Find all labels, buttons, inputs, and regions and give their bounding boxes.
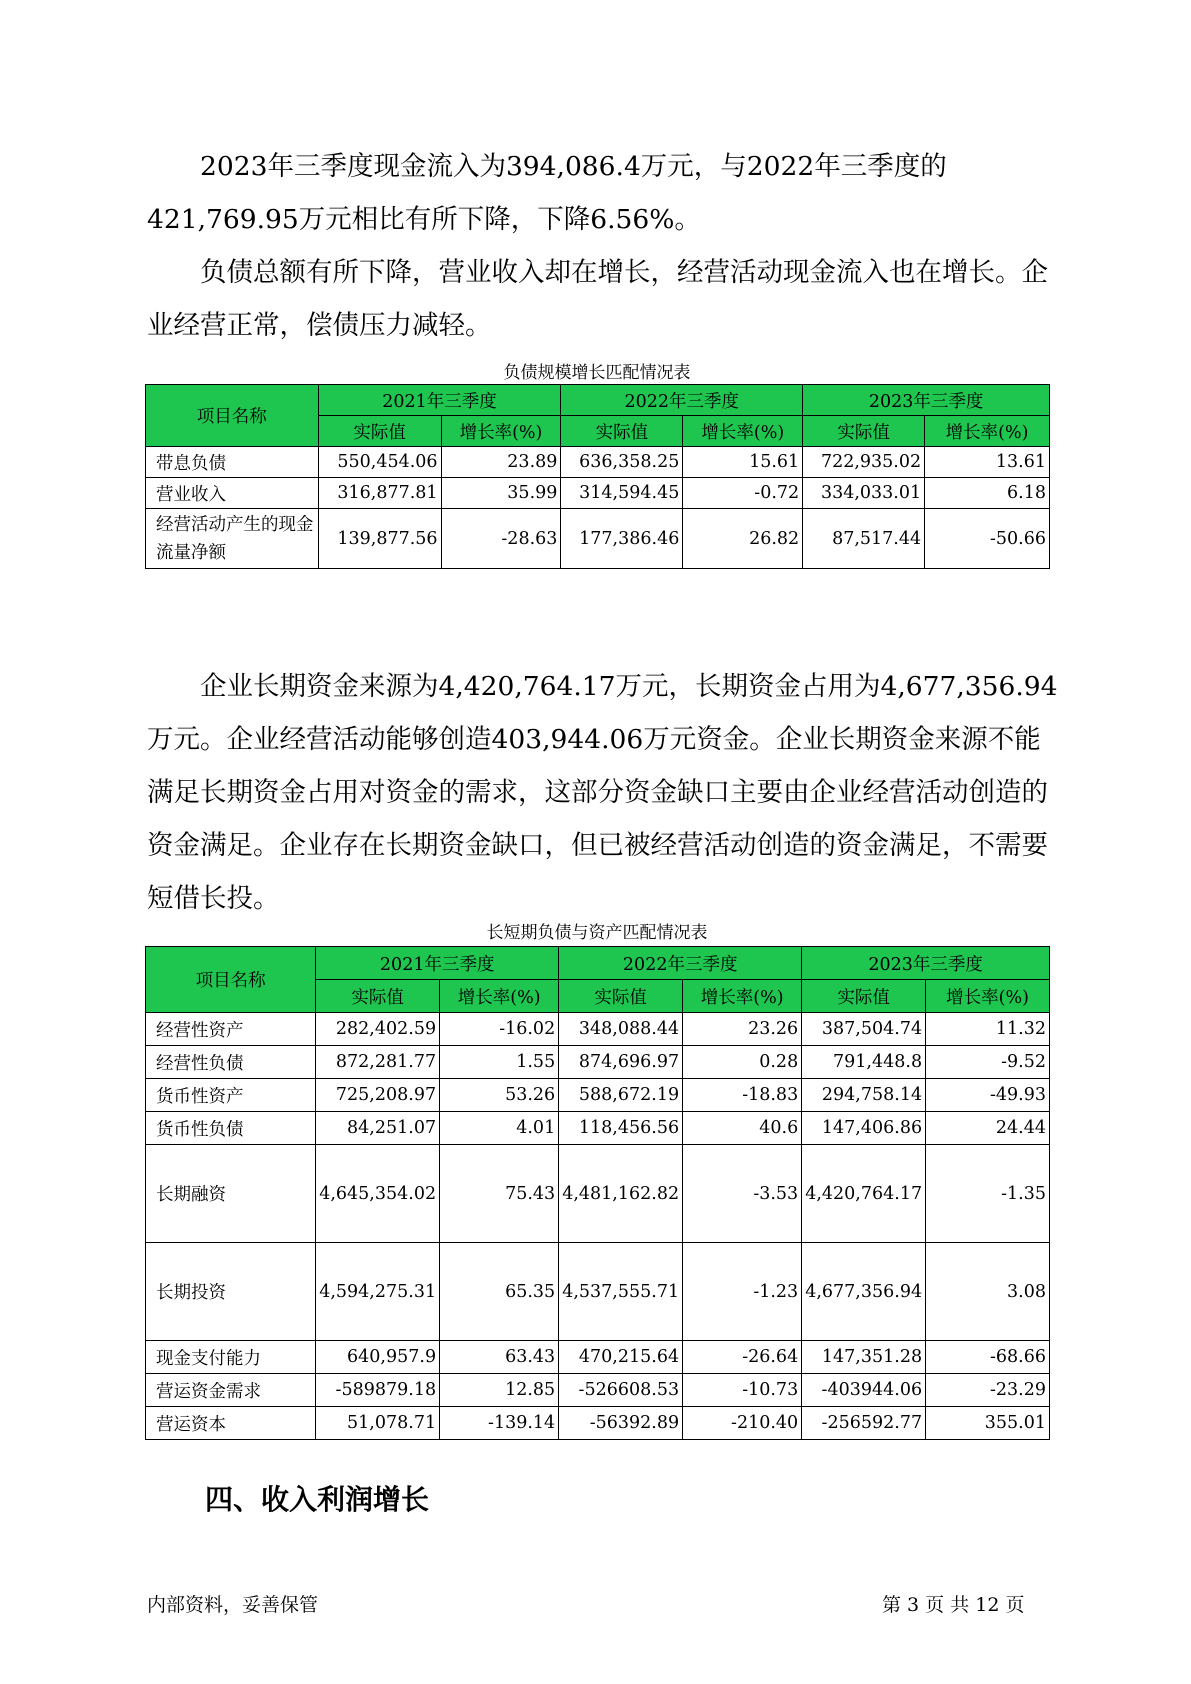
paragraph-long-term-funding xyxy=(147,660,1067,925)
header-growth: 增长率(%) xyxy=(683,980,802,1013)
cell-value: 4,594,275.31 xyxy=(316,1243,440,1341)
header-period: 2023年三季度 xyxy=(802,947,1050,980)
cell-value: 6.18 xyxy=(925,478,1050,509)
cell-value: 13.61 xyxy=(925,447,1050,478)
cell-value: 588,672.19 xyxy=(559,1079,683,1112)
cell-value: 35.99 xyxy=(441,478,561,509)
row-name: 货币性负债 xyxy=(146,1112,316,1145)
paragraph-debt-summary xyxy=(147,246,1067,352)
cell-value: -9.52 xyxy=(926,1046,1050,1079)
cell-value: -10.73 xyxy=(683,1374,802,1407)
table-row xyxy=(146,1046,1050,1079)
cell-value: 147,351.28 xyxy=(802,1341,926,1374)
cell-value: 24.44 xyxy=(926,1112,1050,1145)
cell-value: 12.85 xyxy=(440,1374,559,1407)
debt-scale-table xyxy=(145,384,1050,569)
cell-value: -1.23 xyxy=(683,1243,802,1341)
table-row xyxy=(146,1145,1050,1243)
row-name: 经营性资产 xyxy=(146,1013,316,1046)
table-row xyxy=(146,1407,1050,1440)
footer-page-number: 第 3 页 共 12 页 xyxy=(882,1594,1025,1616)
row-name: 营业收入 xyxy=(146,478,319,509)
cell-value: -68.66 xyxy=(926,1341,1050,1374)
header-actual: 实际值 xyxy=(316,980,440,1013)
cell-value: -16.02 xyxy=(440,1013,559,1046)
cell-value: 387,504.74 xyxy=(802,1013,926,1046)
header-item-name: 项目名称 xyxy=(146,385,319,447)
table-row xyxy=(146,1374,1050,1407)
cell-value: 23.26 xyxy=(683,1013,802,1046)
table-row xyxy=(146,478,1050,509)
cell-value: 334,033.01 xyxy=(803,478,925,509)
header-period: 2022年三季度 xyxy=(561,385,803,416)
cell-value: 23.89 xyxy=(441,447,561,478)
row-name: 长期融资 xyxy=(146,1145,316,1243)
table2-caption: 长短期负债与资产匹配情况表 xyxy=(486,923,708,943)
cell-value: -210.40 xyxy=(683,1407,802,1440)
cell-value: 4,537,555.71 xyxy=(559,1243,683,1341)
header-period: 2022年三季度 xyxy=(559,947,802,980)
cell-value: 4.01 xyxy=(440,1112,559,1145)
header-growth: 增长率(%) xyxy=(440,980,559,1013)
cell-value: 84,251.07 xyxy=(316,1112,440,1145)
cell-value: 118,456.56 xyxy=(559,1112,683,1145)
cell-value: 874,696.97 xyxy=(559,1046,683,1079)
cell-value: 3.08 xyxy=(926,1243,1050,1341)
header-actual: 实际值 xyxy=(318,416,441,447)
cell-value: 640,957.9 xyxy=(316,1341,440,1374)
header-period: 2021年三季度 xyxy=(316,947,559,980)
header-growth: 增长率(%) xyxy=(925,416,1050,447)
cell-value: -403944.06 xyxy=(802,1374,926,1407)
row-name: 经营活动产生的现金流量净额 xyxy=(146,509,319,569)
cell-value: 355.01 xyxy=(926,1407,1050,1440)
cell-value: 147,406.86 xyxy=(802,1112,926,1145)
row-name: 货币性资产 xyxy=(146,1079,316,1112)
cell-value: -49.93 xyxy=(926,1079,1050,1112)
cell-value: 636,358.25 xyxy=(561,447,683,478)
header-actual: 实际值 xyxy=(561,416,683,447)
cell-value: 316,877.81 xyxy=(318,478,441,509)
cell-value: 722,935.02 xyxy=(803,447,925,478)
cell-value: 282,402.59 xyxy=(316,1013,440,1046)
header-actual: 实际值 xyxy=(803,416,925,447)
cell-value: 4,420,764.17 xyxy=(802,1145,926,1243)
cell-value: 872,281.77 xyxy=(316,1046,440,1079)
header-growth: 增长率(%) xyxy=(683,416,803,447)
header-actual: 实际值 xyxy=(559,980,683,1013)
header-growth: 增长率(%) xyxy=(441,416,561,447)
paragraph-text: 负债总额有所下降，营业收入却在增长，经营活动现金流入也在增长。企业经营正常，偿债压力减轻。 xyxy=(147,257,1048,341)
table-row xyxy=(146,509,1050,569)
table2-body xyxy=(146,1013,1050,1440)
cell-value: -18.83 xyxy=(683,1079,802,1112)
cell-value: 791,448.8 xyxy=(802,1046,926,1079)
cell-value: -139.14 xyxy=(440,1407,559,1440)
asset-liability-match-table xyxy=(145,946,1050,1440)
cell-value: 15.61 xyxy=(683,447,803,478)
cell-value: -526608.53 xyxy=(559,1374,683,1407)
row-name: 现金支付能力 xyxy=(146,1341,316,1374)
cell-value: 87,517.44 xyxy=(803,509,925,569)
row-name: 营运资本 xyxy=(146,1407,316,1440)
cell-value: 63.43 xyxy=(440,1341,559,1374)
cell-value: 65.35 xyxy=(440,1243,559,1341)
cell-value: -3.53 xyxy=(683,1145,802,1243)
row-name: 长期投资 xyxy=(146,1243,316,1341)
cell-value: 550,454.06 xyxy=(318,447,441,478)
footer-left: 内部资料，妥善保管 xyxy=(147,1594,319,1616)
cell-value: -26.64 xyxy=(683,1341,802,1374)
table-row xyxy=(146,1243,1050,1341)
cell-value: -56392.89 xyxy=(559,1407,683,1440)
row-name: 经营性负债 xyxy=(146,1046,316,1079)
cell-value: -256592.77 xyxy=(802,1407,926,1440)
cell-value: 725,208.97 xyxy=(316,1079,440,1112)
cell-value: 1.55 xyxy=(440,1046,559,1079)
paragraph-text: 2023年三季度现金流入为394,086.4万元，与2022年三季度的421,769.95万元相比有所下降，下降6.56%。 xyxy=(147,151,947,235)
table-row xyxy=(146,1341,1050,1374)
cell-value: -28.63 xyxy=(441,509,561,569)
cell-value: 348,088.44 xyxy=(559,1013,683,1046)
paragraph-cash-inflow xyxy=(147,140,1067,246)
header-growth: 增长率(%) xyxy=(926,980,1050,1013)
cell-value: 40.6 xyxy=(683,1112,802,1145)
cell-value: -589879.18 xyxy=(316,1374,440,1407)
cell-value: 4,677,356.94 xyxy=(802,1243,926,1341)
table-row xyxy=(146,1013,1050,1046)
header-actual: 实际值 xyxy=(802,980,926,1013)
cell-value: 177,386.46 xyxy=(561,509,683,569)
cell-value: 139,877.56 xyxy=(318,509,441,569)
header-period: 2023年三季度 xyxy=(803,385,1050,416)
table-row xyxy=(146,447,1050,478)
cell-value: 294,758.14 xyxy=(802,1079,926,1112)
table-row xyxy=(146,1079,1050,1112)
cell-value: 53.26 xyxy=(440,1079,559,1112)
section-heading: 四、收入利润增长 xyxy=(205,1483,430,1516)
cell-value: 11.32 xyxy=(926,1013,1050,1046)
row-name: 营运资金需求 xyxy=(146,1374,316,1407)
table-row xyxy=(146,1112,1050,1145)
cell-value: 470,215.64 xyxy=(559,1341,683,1374)
cell-value: 4,645,354.02 xyxy=(316,1145,440,1243)
cell-value: -23.29 xyxy=(926,1374,1050,1407)
paragraph-text: 企业长期资金来源为4,420,764.17万元，长期资金占用为4,677,356.94万元。企业经营活动能够创造403,944.06万元资金。企业长期资金来源不能满足长期资金占用对资金的需求，这部分资金缺口主要由企业经营活动创造的资金满足。企业存在长期资金缺口，但已被经营活动创造的资金满足，不需要短借长投。 xyxy=(147,671,1058,914)
cell-value: 314,594.45 xyxy=(561,478,683,509)
row-name: 带息负债 xyxy=(146,447,319,478)
cell-value: 75.43 xyxy=(440,1145,559,1243)
table1-caption: 负债规模增长匹配情况表 xyxy=(503,363,691,383)
cell-value: 0.28 xyxy=(683,1046,802,1079)
cell-value: 26.82 xyxy=(683,509,803,569)
cell-value: -50.66 xyxy=(925,509,1050,569)
cell-value: -0.72 xyxy=(683,478,803,509)
header-item-name: 项目名称 xyxy=(146,947,316,1013)
header-period: 2021年三季度 xyxy=(318,385,561,416)
cell-value: 4,481,162.82 xyxy=(559,1145,683,1243)
cell-value: 51,078.71 xyxy=(316,1407,440,1440)
cell-value: -1.35 xyxy=(926,1145,1050,1243)
